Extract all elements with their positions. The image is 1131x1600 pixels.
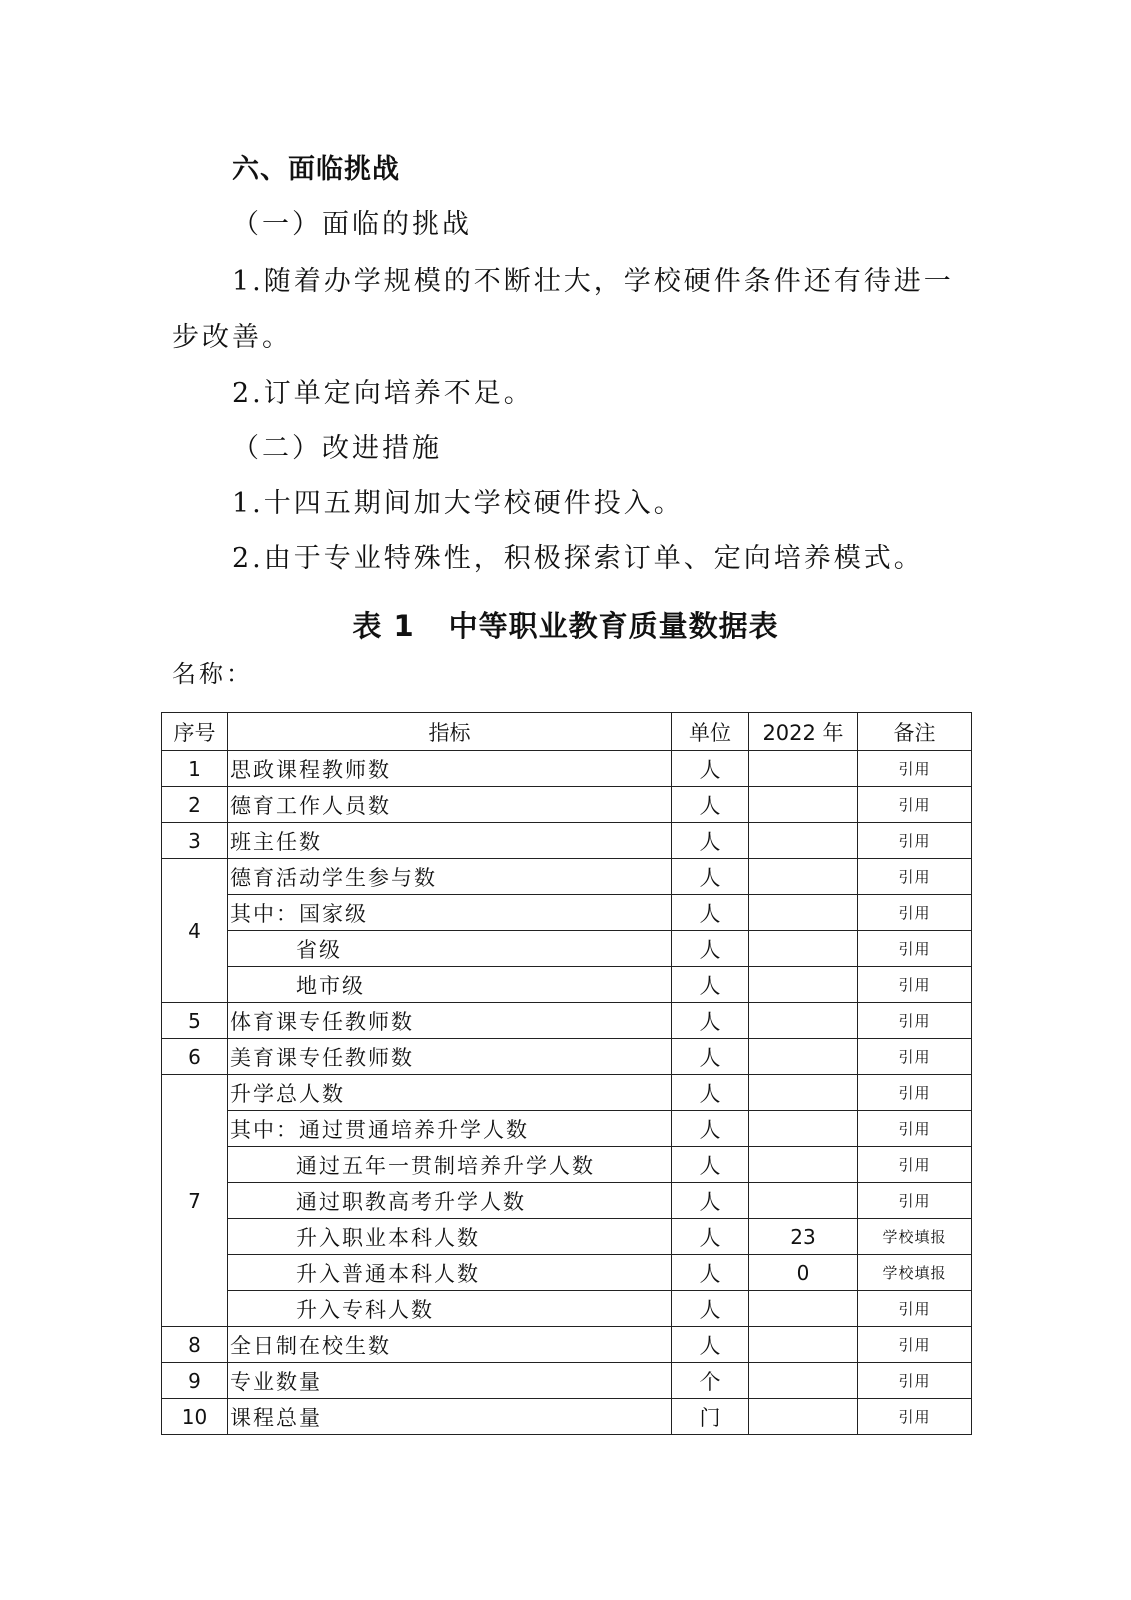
row-value	[749, 787, 858, 823]
row-note: 引用	[858, 859, 972, 895]
row-value	[749, 1399, 858, 1435]
section-heading: 六、面临挑战	[232, 154, 400, 185]
row-indicator: 全日制在校生数	[228, 1327, 672, 1363]
row-indicator: 德育工作人员数	[228, 787, 672, 823]
row-indicator: 课程总量	[228, 1399, 672, 1435]
row-indicator: 班主任数	[228, 823, 672, 859]
quality-data-table	[161, 712, 972, 1435]
row-indicator: 省级	[228, 931, 672, 967]
row-unit: 人	[672, 787, 749, 823]
row-indicator: 其中：通过贯通培养升学人数	[228, 1111, 672, 1147]
row-indicator: 思政课程教师数	[228, 751, 672, 787]
paragraph-1-line-2: 步改善。	[172, 322, 292, 353]
row-note: 引用	[858, 1003, 972, 1039]
paragraph-4: 2.由于专业特殊性，积极探索订单、定向培养模式。	[232, 543, 924, 574]
row-value	[749, 1183, 858, 1219]
row-note: 引用	[858, 1399, 972, 1435]
row-unit: 人	[672, 859, 749, 895]
row-indicator: 升学总人数	[228, 1075, 672, 1111]
header-cell-no: 序号	[162, 713, 228, 751]
table-row	[162, 1039, 972, 1075]
subsection-heading-challenges: （一）面临的挑战	[232, 209, 472, 240]
row-indicator: 美育课专任教师数	[228, 1039, 672, 1075]
row-note: 引用	[858, 751, 972, 787]
row-value	[749, 895, 858, 931]
row-note: 学校填报	[858, 1219, 972, 1255]
row-unit: 人	[672, 1219, 749, 1255]
row-unit: 人	[672, 1291, 749, 1327]
row-indicator: 升入职业本科人数	[228, 1219, 672, 1255]
row-unit: 人	[672, 1183, 749, 1219]
table-title	[0, 604, 1131, 645]
table-row	[162, 1255, 972, 1291]
row-value	[749, 1291, 858, 1327]
table-row	[162, 1183, 972, 1219]
row-number: 3	[162, 823, 228, 859]
row-unit: 人	[672, 1111, 749, 1147]
row-indicator: 升入专科人数	[228, 1291, 672, 1327]
row-value	[749, 1111, 858, 1147]
row-unit: 人	[672, 895, 749, 931]
row-note: 引用	[858, 1183, 972, 1219]
table-title-number: 表 1	[352, 609, 415, 643]
row-unit: 人	[672, 967, 749, 1003]
row-note: 引用	[858, 967, 972, 1003]
row-value	[749, 931, 858, 967]
table-row	[162, 1291, 972, 1327]
table-row	[162, 1003, 972, 1039]
header-cell-indicator: 指标	[228, 713, 672, 751]
row-number: 5	[162, 1003, 228, 1039]
name-label: 名称：	[172, 660, 253, 688]
row-number: 2	[162, 787, 228, 823]
row-value	[749, 967, 858, 1003]
row-unit: 人	[672, 751, 749, 787]
table-row	[162, 931, 972, 967]
table-row	[162, 895, 972, 931]
row-value	[749, 1003, 858, 1039]
table-row	[162, 1219, 972, 1255]
row-unit: 人	[672, 1075, 749, 1111]
row-value: 23	[749, 1219, 858, 1255]
row-note: 引用	[858, 1363, 972, 1399]
row-value	[749, 1075, 858, 1111]
row-note: 引用	[858, 823, 972, 859]
row-value	[749, 1363, 858, 1399]
table-row	[162, 823, 972, 859]
row-indicator: 升入普通本科人数	[228, 1255, 672, 1291]
row-value	[749, 1039, 858, 1075]
row-number: 10	[162, 1399, 228, 1435]
row-number: 8	[162, 1327, 228, 1363]
row-value	[749, 859, 858, 895]
header-cell-year: 2022 年	[749, 713, 858, 751]
row-value	[749, 1147, 858, 1183]
table-row	[162, 967, 972, 1003]
row-indicator: 地市级	[228, 967, 672, 1003]
row-number: 6	[162, 1039, 228, 1075]
paragraph-2: 2.订单定向培养不足。	[232, 378, 534, 409]
row-unit: 人	[672, 1003, 749, 1039]
table-row	[162, 1327, 972, 1363]
row-indicator: 通过五年一贯制培养升学人数	[228, 1147, 672, 1183]
row-unit: 人	[672, 1327, 749, 1363]
row-unit: 门	[672, 1399, 749, 1435]
row-number: 9	[162, 1363, 228, 1399]
subsection-heading-measures: （二）改进措施	[232, 433, 442, 464]
row-note: 引用	[858, 1111, 972, 1147]
table-title-text: 中等职业教育质量数据表	[448, 609, 779, 643]
table-header-row	[162, 713, 972, 751]
row-value	[749, 1327, 858, 1363]
row-unit: 个	[672, 1363, 749, 1399]
row-indicator: 其中：国家级	[228, 895, 672, 931]
row-note: 引用	[858, 1075, 972, 1111]
row-value	[749, 823, 858, 859]
row-indicator: 德育活动学生参与数	[228, 859, 672, 895]
row-unit: 人	[672, 1255, 749, 1291]
table-row	[162, 1399, 972, 1435]
row-unit: 人	[672, 823, 749, 859]
row-unit: 人	[672, 1147, 749, 1183]
row-value: 0	[749, 1255, 858, 1291]
row-number: 4	[162, 859, 228, 1003]
row-note: 引用	[858, 931, 972, 967]
row-indicator: 通过职教高考升学人数	[228, 1183, 672, 1219]
table-row	[162, 859, 972, 895]
row-value	[749, 751, 858, 787]
table-row	[162, 1111, 972, 1147]
row-number: 1	[162, 751, 228, 787]
header-cell-note: 备注	[858, 713, 972, 751]
row-note: 学校填报	[858, 1255, 972, 1291]
row-note: 引用	[858, 1327, 972, 1363]
table-row	[162, 787, 972, 823]
row-number: 7	[162, 1075, 228, 1327]
row-note: 引用	[858, 1291, 972, 1327]
table-row	[162, 1075, 972, 1111]
row-unit: 人	[672, 1039, 749, 1075]
row-indicator: 专业数量	[228, 1363, 672, 1399]
header-cell-unit: 单位	[672, 713, 749, 751]
row-note: 引用	[858, 895, 972, 931]
row-note: 引用	[858, 1147, 972, 1183]
paragraph-3: 1.十四五期间加大学校硬件投入。	[232, 488, 684, 519]
row-unit: 人	[672, 931, 749, 967]
paragraph-1-line-1: 1.随着办学规模的不断壮大，学校硬件条件还有待进一	[232, 266, 954, 297]
table-row	[162, 1363, 972, 1399]
row-indicator: 体育课专任教师数	[228, 1003, 672, 1039]
row-note: 引用	[858, 787, 972, 823]
table-row	[162, 751, 972, 787]
row-note: 引用	[858, 1039, 972, 1075]
table-row	[162, 1147, 972, 1183]
